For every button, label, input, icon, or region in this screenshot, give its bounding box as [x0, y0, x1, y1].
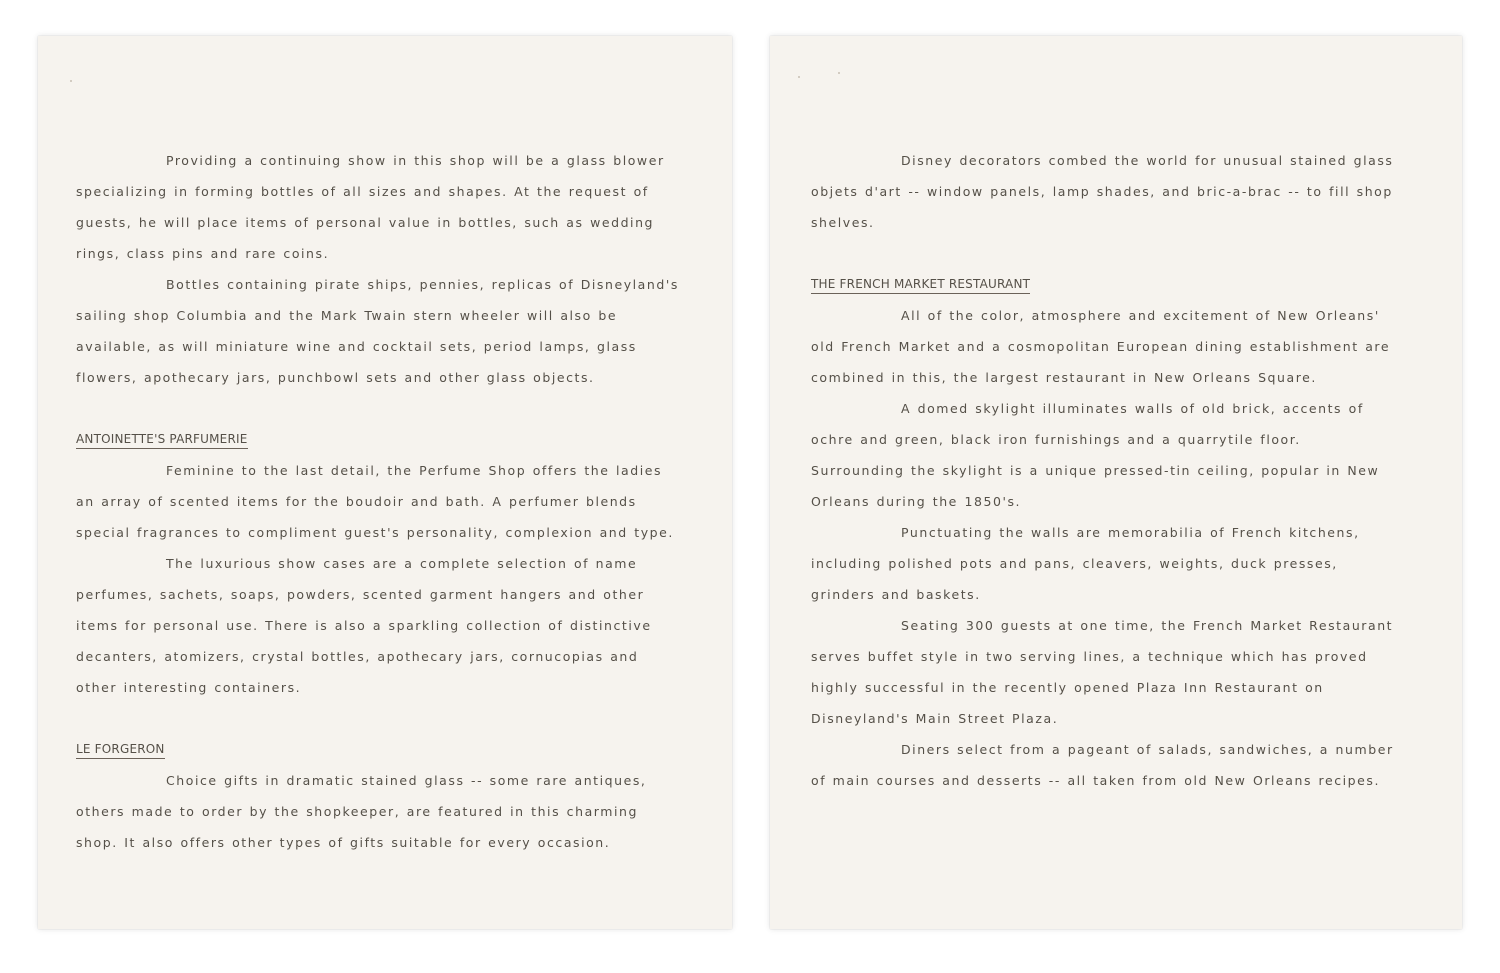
- paragraph-stained-glass-gifts: Choice gifts in dramatic stained glass -- some rare antiques, others made to order by the shopkeeper, are featured in this charming shop. It also offers other types of gifts suitable for every occasion.: [76, 773, 647, 850]
- left-page-content: [76, 145, 680, 858]
- paragraph-show-cases: The luxurious show cases are a complete selection of name perfumes, sachets, soaps, powders, scented garment hangers and other items for personal use. There is also a sparkling collection of distinctive decanters, atomizers, crystal bottles, apothecary jars, cornucopias and other interesting containers.: [76, 556, 652, 695]
- paragraph-diners: Diners select from a pageant of salads, sandwiches, a number of main courses and desserts -- all taken from old New Orleans recipes.: [811, 742, 1394, 788]
- paragraph-color-atmosphere: All of the color, atmosphere and excitement of New Orleans' old French Market and a cosmopolitan European dining establishment are combined in this, the largest restaurant in New Orleans Square.: [811, 308, 1391, 385]
- paragraph-domed-skylight: A domed skylight illuminates walls of old brick, accents of ochre and green, black iron furnishings and a quarrytile floor. Surrounding the skylight is a unique pressed-tin ceiling, popular in New Orleans during the 1850's.: [811, 401, 1380, 509]
- paragraph-perfume-shop: Feminine to the last detail, the Perfume Shop offers the ladies an array of scented items for the boudoir and bath. A perfumer blends special fragrances to compliment guest's personality, complexion and type.: [76, 463, 674, 540]
- paper-speck: [798, 76, 800, 78]
- right-page-content: [811, 145, 1396, 796]
- section-heading-parfumerie: ANTOINETTE'S PARFUMERIE: [76, 424, 680, 455]
- paragraph-disney-decorators: Disney decorators combed the world for unusual stained glass objets d'art -- window panels, lamp shades, and bric-a-brac -- to fill shop shelves.: [811, 153, 1394, 230]
- paragraph-glass-blower: Providing a continuing show in this shop will be a glass blower specializing in forming bottles of all sizes and shapes. At the request of guests, he will place items of personal value in bottles, such as wedding rings, class pins and rare coins.: [76, 153, 665, 261]
- paragraph-seating: Seating 300 guests at one time, the French Market Restaurant serves buffet style in two serving lines, a technique which has proved highly successful in the recently opened Plaza Inn Restaurant on Disneyland's Main Street Plaza.: [811, 618, 1394, 726]
- paper-speck: [838, 72, 840, 74]
- section-heading-french-market: THE FRENCH MARKET RESTAURANT: [811, 269, 1396, 300]
- left-document-page: [38, 36, 732, 929]
- right-document-page: [770, 36, 1462, 929]
- paper-speck: [70, 80, 72, 82]
- paragraph-bottles: Bottles containing pirate ships, pennies, replicas of Disneyland's sailing shop Columbia and the Mark Twain stern wheeler will also be available, as will miniature wine and cocktail sets, period lamps, glass flowers, apothecary jars, punchbowl sets and other glass objects.: [76, 277, 679, 385]
- section-heading-le-forgeron: LE FORGERON: [76, 734, 680, 765]
- paragraph-memorabilia: Punctuating the walls are memorabilia of French kitchens, including polished pots and pans, cleavers, weights, duck presses, grinders and baskets.: [811, 525, 1360, 602]
